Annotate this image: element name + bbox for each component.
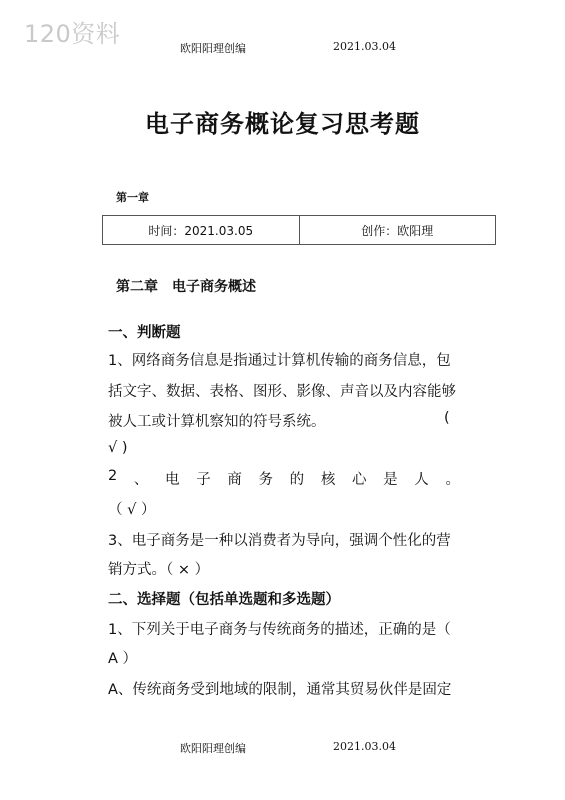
page-footer xyxy=(0,740,565,756)
q3-line-1: 3、电子商务是一种以消费者为导向，强调个性化的营 xyxy=(108,533,451,549)
info-table xyxy=(102,215,496,245)
footer-date: 2021.03.04 xyxy=(333,740,396,753)
info-time-cell: 时间：2021.03.05 xyxy=(103,216,300,244)
chapter-one-label: 第一章 xyxy=(116,191,149,204)
q1-line-1: 1、网络商务信息是指通过计算机传输的商务信息，包 xyxy=(108,353,451,369)
q2-answer: （ √ ） xyxy=(108,502,156,518)
chapter-two-heading xyxy=(116,276,256,296)
q2-char: 核 xyxy=(320,472,336,488)
info-creator-cell: 创作：欧阳理 xyxy=(361,223,434,238)
q3-line-2: 销方式。（ × ） xyxy=(108,562,210,578)
q2-char: 的 xyxy=(289,472,305,488)
q2-char: 是 xyxy=(383,472,398,488)
section-multiple-choice-heading: 二、选择题（包括单选题和多选题） xyxy=(108,592,340,608)
q2-char: 2 xyxy=(108,468,118,484)
mq1-option-a: A、传统商务受到地域的限制，通常其贸易伙伴是固定 xyxy=(108,682,452,698)
q2-line-1 xyxy=(108,468,460,489)
q1-line-2: 括文字、数据、表格、图形、影像、声音以及内容能够 xyxy=(108,384,456,400)
mq1-line-2: A ） xyxy=(108,651,138,667)
mq1-line-1: 1、下列关于电子商务与传统商务的描述，正确的是（ xyxy=(108,622,451,638)
watermark: 120资料 xyxy=(24,20,121,48)
q1-line-3: 被人工或计算机察知的符号系统。 xyxy=(108,414,326,430)
header-date: 2021.03.04 xyxy=(333,40,396,53)
q2-char: 子 xyxy=(196,472,211,488)
q1-answer: √ ) xyxy=(108,440,128,456)
q1-open-paren: ( xyxy=(444,410,450,426)
chapter-two-number: 第二章 xyxy=(116,279,158,295)
q2-char: 、 xyxy=(133,472,149,488)
q2-char: 心 xyxy=(351,472,367,488)
q2-char: 人 xyxy=(414,472,429,488)
document-title: 电子商务概论复习思考题 xyxy=(145,110,420,138)
q2-char: 电 xyxy=(165,472,180,488)
header-author: 欧阳阳理创编 xyxy=(180,42,246,55)
q2-char: 。 xyxy=(445,472,460,488)
section-true-false-heading: 一、判断题 xyxy=(108,325,181,341)
page-header xyxy=(0,40,565,56)
q2-char: 务 xyxy=(258,472,274,488)
footer-author: 欧阳阳理创编 xyxy=(180,742,246,755)
q2-char: 商 xyxy=(227,472,242,488)
chapter-two-name: 电子商务概述 xyxy=(172,279,256,295)
